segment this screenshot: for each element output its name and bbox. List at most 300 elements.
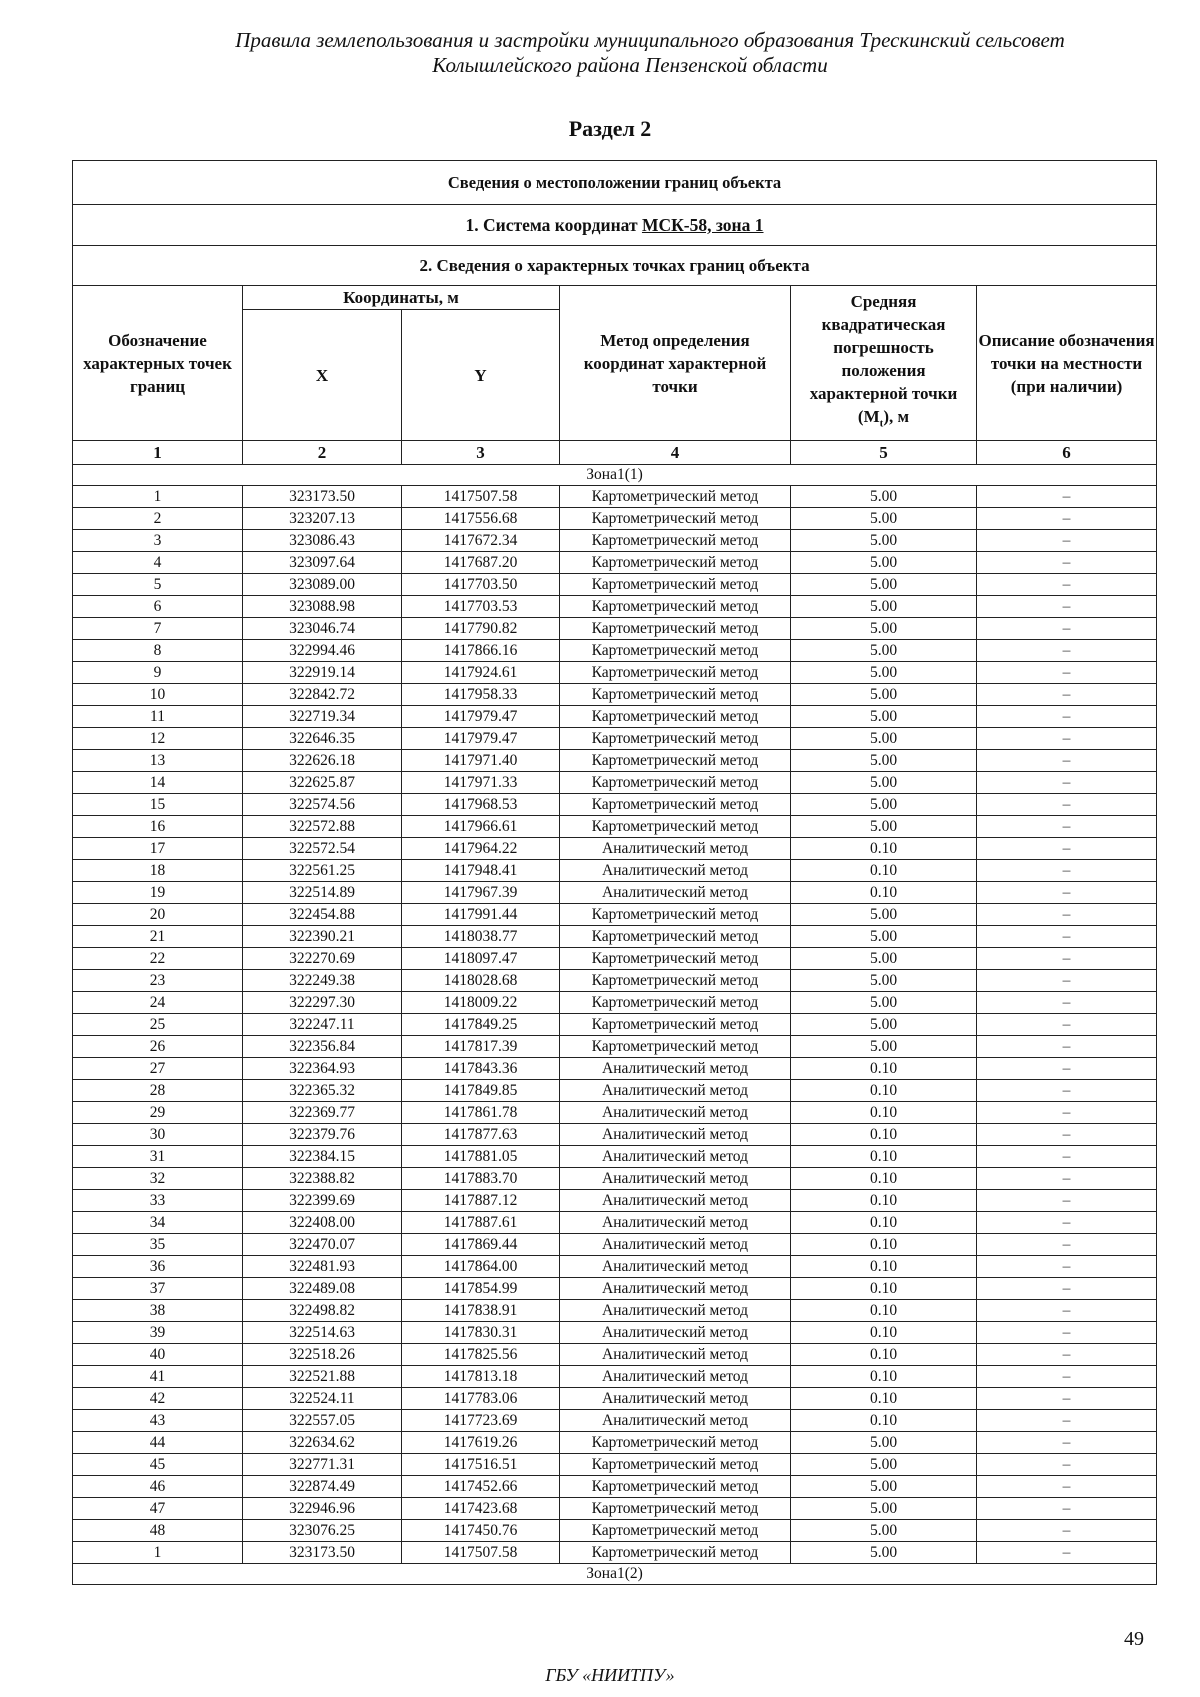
method: Аналитический метод bbox=[560, 1146, 791, 1168]
description: – bbox=[977, 750, 1157, 772]
point-number: 29 bbox=[73, 1102, 243, 1124]
table-row bbox=[73, 1102, 1157, 1124]
coord-x: 322489.08 bbox=[243, 1278, 402, 1300]
table-row bbox=[73, 992, 1157, 1014]
column-number: 6 bbox=[977, 441, 1157, 465]
coord-y: 1417825.56 bbox=[402, 1344, 560, 1366]
table-title: Сведения о местоположении границ объекта bbox=[73, 161, 1157, 205]
description: – bbox=[977, 772, 1157, 794]
table-row bbox=[73, 1432, 1157, 1454]
column-number: 4 bbox=[560, 441, 791, 465]
coord-x: 322249.38 bbox=[243, 970, 402, 992]
mean-error: 5.00 bbox=[791, 1542, 977, 1564]
point-number: 8 bbox=[73, 640, 243, 662]
coord-y: 1417507.58 bbox=[402, 1542, 560, 1564]
coordinate-system-value: МСК-58, зона 1 bbox=[641, 214, 764, 235]
description: – bbox=[977, 860, 1157, 882]
point-number: 18 bbox=[73, 860, 243, 882]
mean-error: 5.00 bbox=[791, 728, 977, 750]
method: Картометрический метод bbox=[560, 1432, 791, 1454]
coord-y: 1417968.53 bbox=[402, 794, 560, 816]
coord-x: 323076.25 bbox=[243, 1520, 402, 1542]
coord-x: 322524.11 bbox=[243, 1388, 402, 1410]
point-number: 47 bbox=[73, 1498, 243, 1520]
coord-x: 322384.15 bbox=[243, 1146, 402, 1168]
description: – bbox=[977, 1388, 1157, 1410]
description: – bbox=[977, 1212, 1157, 1234]
description: – bbox=[977, 992, 1157, 1014]
method: Картометрический метод bbox=[560, 684, 791, 706]
coord-x: 322561.25 bbox=[243, 860, 402, 882]
point-number: 33 bbox=[73, 1190, 243, 1212]
description: – bbox=[977, 1520, 1157, 1542]
description: – bbox=[977, 1322, 1157, 1344]
method: Картометрический метод bbox=[560, 1520, 791, 1542]
coord-y: 1417854.99 bbox=[402, 1278, 560, 1300]
method: Аналитический метод bbox=[560, 1344, 791, 1366]
method: Аналитический метод bbox=[560, 838, 791, 860]
method: Картометрический метод bbox=[560, 1036, 791, 1058]
point-number: 10 bbox=[73, 684, 243, 706]
table-row bbox=[73, 772, 1157, 794]
mean-error: 5.00 bbox=[791, 816, 977, 838]
coord-y: 1417864.00 bbox=[402, 1256, 560, 1278]
description: – bbox=[977, 904, 1157, 926]
coord-x: 322771.31 bbox=[243, 1454, 402, 1476]
table-row bbox=[73, 1520, 1157, 1542]
column-number: 2 bbox=[243, 441, 402, 465]
coord-x: 322514.89 bbox=[243, 882, 402, 904]
coord-y: 1417971.40 bbox=[402, 750, 560, 772]
coord-y: 1417790.82 bbox=[402, 618, 560, 640]
coord-y: 1417964.22 bbox=[402, 838, 560, 860]
section-title: Раздел 2 bbox=[568, 116, 652, 141]
column-number: 3 bbox=[402, 441, 560, 465]
description: – bbox=[977, 552, 1157, 574]
coord-x: 322470.07 bbox=[243, 1234, 402, 1256]
mean-error: 0.10 bbox=[791, 1212, 977, 1234]
coord-x: 322572.88 bbox=[243, 816, 402, 838]
table-row bbox=[73, 1344, 1157, 1366]
coord-y: 1417849.85 bbox=[402, 1080, 560, 1102]
table-row bbox=[73, 926, 1157, 948]
method: Картометрический метод bbox=[560, 618, 791, 640]
description: – bbox=[977, 816, 1157, 838]
coord-x: 323089.00 bbox=[243, 574, 402, 596]
point-number: 6 bbox=[73, 596, 243, 618]
coord-x: 323173.50 bbox=[243, 486, 402, 508]
coord-y: 1417924.61 bbox=[402, 662, 560, 684]
coord-x: 322388.82 bbox=[243, 1168, 402, 1190]
table-row bbox=[73, 1542, 1157, 1564]
header-description: Описание обозначения точки на местности (при наличии) bbox=[977, 286, 1157, 441]
method: Картометрический метод bbox=[560, 1014, 791, 1036]
table-row bbox=[73, 1080, 1157, 1102]
point-number: 5 bbox=[73, 574, 243, 596]
coord-x: 322646.35 bbox=[243, 728, 402, 750]
mean-error: 5.00 bbox=[791, 772, 977, 794]
coord-y: 1417507.58 bbox=[402, 486, 560, 508]
mean-error: 5.00 bbox=[791, 970, 977, 992]
method: Картометрический метод bbox=[560, 1542, 791, 1564]
method: Картометрический метод bbox=[560, 970, 791, 992]
description: – bbox=[977, 926, 1157, 948]
coord-y: 1418009.22 bbox=[402, 992, 560, 1014]
point-number: 26 bbox=[73, 1036, 243, 1058]
mean-error: 5.00 bbox=[791, 508, 977, 530]
coord-y: 1417866.16 bbox=[402, 640, 560, 662]
mean-error: 5.00 bbox=[791, 574, 977, 596]
point-number: 19 bbox=[73, 882, 243, 904]
coord-x: 322626.18 bbox=[243, 750, 402, 772]
point-number: 48 bbox=[73, 1520, 243, 1542]
mean-error: 5.00 bbox=[791, 530, 977, 552]
table-row bbox=[73, 1058, 1157, 1080]
point-number: 11 bbox=[73, 706, 243, 728]
table-row bbox=[73, 1454, 1157, 1476]
table-row bbox=[73, 662, 1157, 684]
coord-y: 1417843.36 bbox=[402, 1058, 560, 1080]
mean-error: 5.00 bbox=[791, 750, 977, 772]
point-number: 46 bbox=[73, 1476, 243, 1498]
mean-error: 5.00 bbox=[791, 662, 977, 684]
coord-x: 323086.43 bbox=[243, 530, 402, 552]
description: – bbox=[977, 838, 1157, 860]
method: Картометрический метод bbox=[560, 772, 791, 794]
coord-y: 1417948.41 bbox=[402, 860, 560, 882]
header-coordinates: Координаты, м bbox=[243, 286, 560, 310]
point-number: 34 bbox=[73, 1212, 243, 1234]
mean-error: 0.10 bbox=[791, 1300, 977, 1322]
method: Картометрический метод bbox=[560, 750, 791, 772]
table-row bbox=[73, 530, 1157, 552]
coord-y: 1417830.31 bbox=[402, 1322, 560, 1344]
coord-x: 322719.34 bbox=[243, 706, 402, 728]
zone-label: Зона1(1) bbox=[73, 465, 1157, 486]
mean-error: 0.10 bbox=[791, 860, 977, 882]
coord-y: 1417967.39 bbox=[402, 882, 560, 904]
description: – bbox=[977, 508, 1157, 530]
table-row bbox=[73, 904, 1157, 926]
coordinate-system-label: 1. Система координат bbox=[465, 214, 642, 235]
coord-y: 1417966.61 bbox=[402, 816, 560, 838]
coord-y: 1417887.12 bbox=[402, 1190, 560, 1212]
description: – bbox=[977, 1190, 1157, 1212]
coord-x: 323173.50 bbox=[243, 1542, 402, 1564]
mean-error: 5.00 bbox=[791, 1476, 977, 1498]
page-number: 49 bbox=[1124, 1628, 1144, 1650]
header-point-designation: Обозначение характерных точек границ bbox=[73, 286, 243, 441]
mean-error: 5.00 bbox=[791, 794, 977, 816]
point-number: 43 bbox=[73, 1410, 243, 1432]
coord-x: 323097.64 bbox=[243, 552, 402, 574]
coord-y: 1417887.61 bbox=[402, 1212, 560, 1234]
point-number: 30 bbox=[73, 1124, 243, 1146]
coord-y: 1417991.44 bbox=[402, 904, 560, 926]
coord-y: 1417881.05 bbox=[402, 1146, 560, 1168]
mean-error: 0.10 bbox=[791, 1234, 977, 1256]
table-row bbox=[73, 1036, 1157, 1058]
method: Картометрический метод bbox=[560, 926, 791, 948]
header-line-2: Колышлейского района Пензенской области bbox=[432, 53, 828, 77]
point-number: 42 bbox=[73, 1388, 243, 1410]
method: Картометрический метод bbox=[560, 662, 791, 684]
table-row bbox=[73, 728, 1157, 750]
coordinate-system-row bbox=[73, 205, 1157, 246]
coord-x: 322994.46 bbox=[243, 640, 402, 662]
method: Картометрический метод bbox=[560, 530, 791, 552]
description: – bbox=[977, 948, 1157, 970]
header-mean-error: Средняя квадратическая погрешность положения характерной точки $(M_t)$, м bbox=[791, 286, 977, 441]
point-number: 17 bbox=[73, 838, 243, 860]
method: Аналитический метод bbox=[560, 1124, 791, 1146]
zone-label: Зона1(2) bbox=[73, 1564, 1157, 1585]
coord-y: 1417423.68 bbox=[402, 1498, 560, 1520]
mean-error: 0.10 bbox=[791, 1058, 977, 1080]
point-number: 45 bbox=[73, 1454, 243, 1476]
description: – bbox=[977, 1498, 1157, 1520]
document-footer: ГБУ «НИИТПУ» bbox=[545, 1665, 675, 1685]
method: Картометрический метод bbox=[560, 552, 791, 574]
method: Картометрический метод bbox=[560, 728, 791, 750]
coord-y: 1417958.33 bbox=[402, 684, 560, 706]
table-row bbox=[73, 508, 1157, 530]
coord-x: 322270.69 bbox=[243, 948, 402, 970]
coord-y: 1417861.78 bbox=[402, 1102, 560, 1124]
description: – bbox=[977, 1080, 1157, 1102]
method: Картометрический метод bbox=[560, 948, 791, 970]
mean-error: 0.10 bbox=[791, 1168, 977, 1190]
method: Аналитический метод bbox=[560, 1388, 791, 1410]
point-number: 1 bbox=[73, 1542, 243, 1564]
coord-y: 1417979.47 bbox=[402, 728, 560, 750]
coord-y: 1417450.76 bbox=[402, 1520, 560, 1542]
document-header bbox=[0, 28, 1200, 78]
mean-error: 0.10 bbox=[791, 1278, 977, 1300]
method: Аналитический метод bbox=[560, 860, 791, 882]
description: – bbox=[977, 706, 1157, 728]
table-row bbox=[73, 1146, 1157, 1168]
mean-error: 0.10 bbox=[791, 1124, 977, 1146]
mean-error: 0.10 bbox=[791, 1190, 977, 1212]
point-number: 39 bbox=[73, 1322, 243, 1344]
description: – bbox=[977, 1278, 1157, 1300]
coord-x: 322390.21 bbox=[243, 926, 402, 948]
mean-error: 0.10 bbox=[791, 838, 977, 860]
mean-error: 5.00 bbox=[791, 1432, 977, 1454]
point-number: 28 bbox=[73, 1080, 243, 1102]
table-row bbox=[73, 486, 1157, 508]
method: Аналитический метод bbox=[560, 1322, 791, 1344]
mean-error: 5.00 bbox=[791, 992, 977, 1014]
description: – bbox=[977, 1168, 1157, 1190]
point-number: 36 bbox=[73, 1256, 243, 1278]
mean-error: 0.10 bbox=[791, 882, 977, 904]
mean-error: 5.00 bbox=[791, 948, 977, 970]
mean-error: 5.00 bbox=[791, 486, 977, 508]
coord-y: 1417672.34 bbox=[402, 530, 560, 552]
description: – bbox=[977, 1102, 1157, 1124]
table-row bbox=[73, 948, 1157, 970]
table-row bbox=[73, 1168, 1157, 1190]
method: Аналитический метод bbox=[560, 1300, 791, 1322]
point-number: 25 bbox=[73, 1014, 243, 1036]
table-row bbox=[73, 574, 1157, 596]
description: – bbox=[977, 1344, 1157, 1366]
coord-x: 322247.11 bbox=[243, 1014, 402, 1036]
table-row bbox=[73, 1476, 1157, 1498]
point-number: 38 bbox=[73, 1300, 243, 1322]
boundary-points-table bbox=[72, 160, 1157, 1585]
coord-x: 322514.63 bbox=[243, 1322, 402, 1344]
method: Аналитический метод bbox=[560, 1366, 791, 1388]
table-row bbox=[73, 1014, 1157, 1036]
method: Картометрический метод bbox=[560, 794, 791, 816]
column-numbers-row bbox=[73, 441, 1157, 465]
coord-x: 322379.76 bbox=[243, 1124, 402, 1146]
table-row bbox=[73, 706, 1157, 728]
point-number: 1 bbox=[73, 486, 243, 508]
point-number: 24 bbox=[73, 992, 243, 1014]
method: Аналитический метод bbox=[560, 1058, 791, 1080]
method: Картометрический метод bbox=[560, 596, 791, 618]
coord-x: 322574.56 bbox=[243, 794, 402, 816]
description: – bbox=[977, 640, 1157, 662]
method: Аналитический метод bbox=[560, 1190, 791, 1212]
point-number: 27 bbox=[73, 1058, 243, 1080]
mean-error: 5.00 bbox=[791, 618, 977, 640]
coord-x: 322919.14 bbox=[243, 662, 402, 684]
method: Аналитический метод bbox=[560, 1080, 791, 1102]
coord-y: 1417723.69 bbox=[402, 1410, 560, 1432]
method: Аналитический метод bbox=[560, 1212, 791, 1234]
coord-y: 1418097.47 bbox=[402, 948, 560, 970]
description: – bbox=[977, 1124, 1157, 1146]
table-row bbox=[73, 1278, 1157, 1300]
mean-error: 5.00 bbox=[791, 552, 977, 574]
table-row bbox=[73, 794, 1157, 816]
table-row bbox=[73, 1256, 1157, 1278]
description: – bbox=[977, 684, 1157, 706]
coord-y: 1417619.26 bbox=[402, 1432, 560, 1454]
method: Картометрический метод bbox=[560, 1498, 791, 1520]
coord-x: 322356.84 bbox=[243, 1036, 402, 1058]
coord-y: 1417877.63 bbox=[402, 1124, 560, 1146]
mean-error: 0.10 bbox=[791, 1102, 977, 1124]
mean-error: 0.10 bbox=[791, 1366, 977, 1388]
point-number: 37 bbox=[73, 1278, 243, 1300]
table-row bbox=[73, 970, 1157, 992]
mean-error: 5.00 bbox=[791, 706, 977, 728]
point-number: 16 bbox=[73, 816, 243, 838]
coord-x: 322874.49 bbox=[243, 1476, 402, 1498]
coord-y: 1417556.68 bbox=[402, 508, 560, 530]
mean-error: 5.00 bbox=[791, 1454, 977, 1476]
mean-error: 5.00 bbox=[791, 596, 977, 618]
mean-error: 0.10 bbox=[791, 1388, 977, 1410]
point-number: 35 bbox=[73, 1234, 243, 1256]
description: – bbox=[977, 596, 1157, 618]
table-row bbox=[73, 1366, 1157, 1388]
description: – bbox=[977, 1234, 1157, 1256]
point-number: 9 bbox=[73, 662, 243, 684]
coord-x: 322634.62 bbox=[243, 1432, 402, 1454]
coord-x: 322557.05 bbox=[243, 1410, 402, 1432]
method: Аналитический метод bbox=[560, 1278, 791, 1300]
description: – bbox=[977, 1058, 1157, 1080]
header-method: Метод определения координат характерной точки bbox=[560, 286, 791, 441]
description: – bbox=[977, 970, 1157, 992]
coord-y: 1417452.66 bbox=[402, 1476, 560, 1498]
table-row bbox=[73, 860, 1157, 882]
coord-x: 322399.69 bbox=[243, 1190, 402, 1212]
table-row bbox=[73, 882, 1157, 904]
description: – bbox=[977, 486, 1157, 508]
description: – bbox=[977, 662, 1157, 684]
mean-error: 0.10 bbox=[791, 1256, 977, 1278]
coord-y: 1417849.25 bbox=[402, 1014, 560, 1036]
method: Картометрический метод bbox=[560, 640, 791, 662]
coord-y: 1417817.39 bbox=[402, 1036, 560, 1058]
coord-y: 1417516.51 bbox=[402, 1454, 560, 1476]
description: – bbox=[977, 1256, 1157, 1278]
coord-x: 322481.93 bbox=[243, 1256, 402, 1278]
coord-y: 1417971.33 bbox=[402, 772, 560, 794]
coord-x: 323046.74 bbox=[243, 618, 402, 640]
description: – bbox=[977, 1366, 1157, 1388]
mean-error: 5.00 bbox=[791, 1014, 977, 1036]
method: Картометрический метод bbox=[560, 1454, 791, 1476]
column-number: 5 bbox=[791, 441, 977, 465]
method: Картометрический метод bbox=[560, 706, 791, 728]
point-number: 44 bbox=[73, 1432, 243, 1454]
description: – bbox=[977, 1542, 1157, 1564]
coord-x: 322297.30 bbox=[243, 992, 402, 1014]
header-line-1: Правила землепользования и застройки муниципального образования Трескинский сельсовет bbox=[235, 28, 1065, 52]
mean-error: 5.00 bbox=[791, 1520, 977, 1542]
description: – bbox=[977, 1410, 1157, 1432]
point-number: 14 bbox=[73, 772, 243, 794]
method: Аналитический метод bbox=[560, 1102, 791, 1124]
coord-x: 322946.96 bbox=[243, 1498, 402, 1520]
description: – bbox=[977, 1454, 1157, 1476]
description: – bbox=[977, 728, 1157, 750]
table-row bbox=[73, 552, 1157, 574]
table-row bbox=[73, 1212, 1157, 1234]
mean-error: 0.10 bbox=[791, 1080, 977, 1102]
mean-error: 5.00 bbox=[791, 684, 977, 706]
coord-y: 1417813.18 bbox=[402, 1366, 560, 1388]
column-number: 1 bbox=[73, 441, 243, 465]
method: Аналитический метод bbox=[560, 1410, 791, 1432]
coord-x: 322625.87 bbox=[243, 772, 402, 794]
description: – bbox=[977, 1300, 1157, 1322]
method: Картометрический метод bbox=[560, 508, 791, 530]
mean-error: 5.00 bbox=[791, 904, 977, 926]
method: Картометрический метод bbox=[560, 486, 791, 508]
coord-x: 322842.72 bbox=[243, 684, 402, 706]
coord-y: 1418028.68 bbox=[402, 970, 560, 992]
method: Аналитический метод bbox=[560, 1256, 791, 1278]
table-row bbox=[73, 838, 1157, 860]
coord-y: 1417703.50 bbox=[402, 574, 560, 596]
point-number: 32 bbox=[73, 1168, 243, 1190]
table-row bbox=[73, 1190, 1157, 1212]
coord-x: 322369.77 bbox=[243, 1102, 402, 1124]
point-number: 22 bbox=[73, 948, 243, 970]
point-number: 41 bbox=[73, 1366, 243, 1388]
method: Аналитический метод bbox=[560, 882, 791, 904]
